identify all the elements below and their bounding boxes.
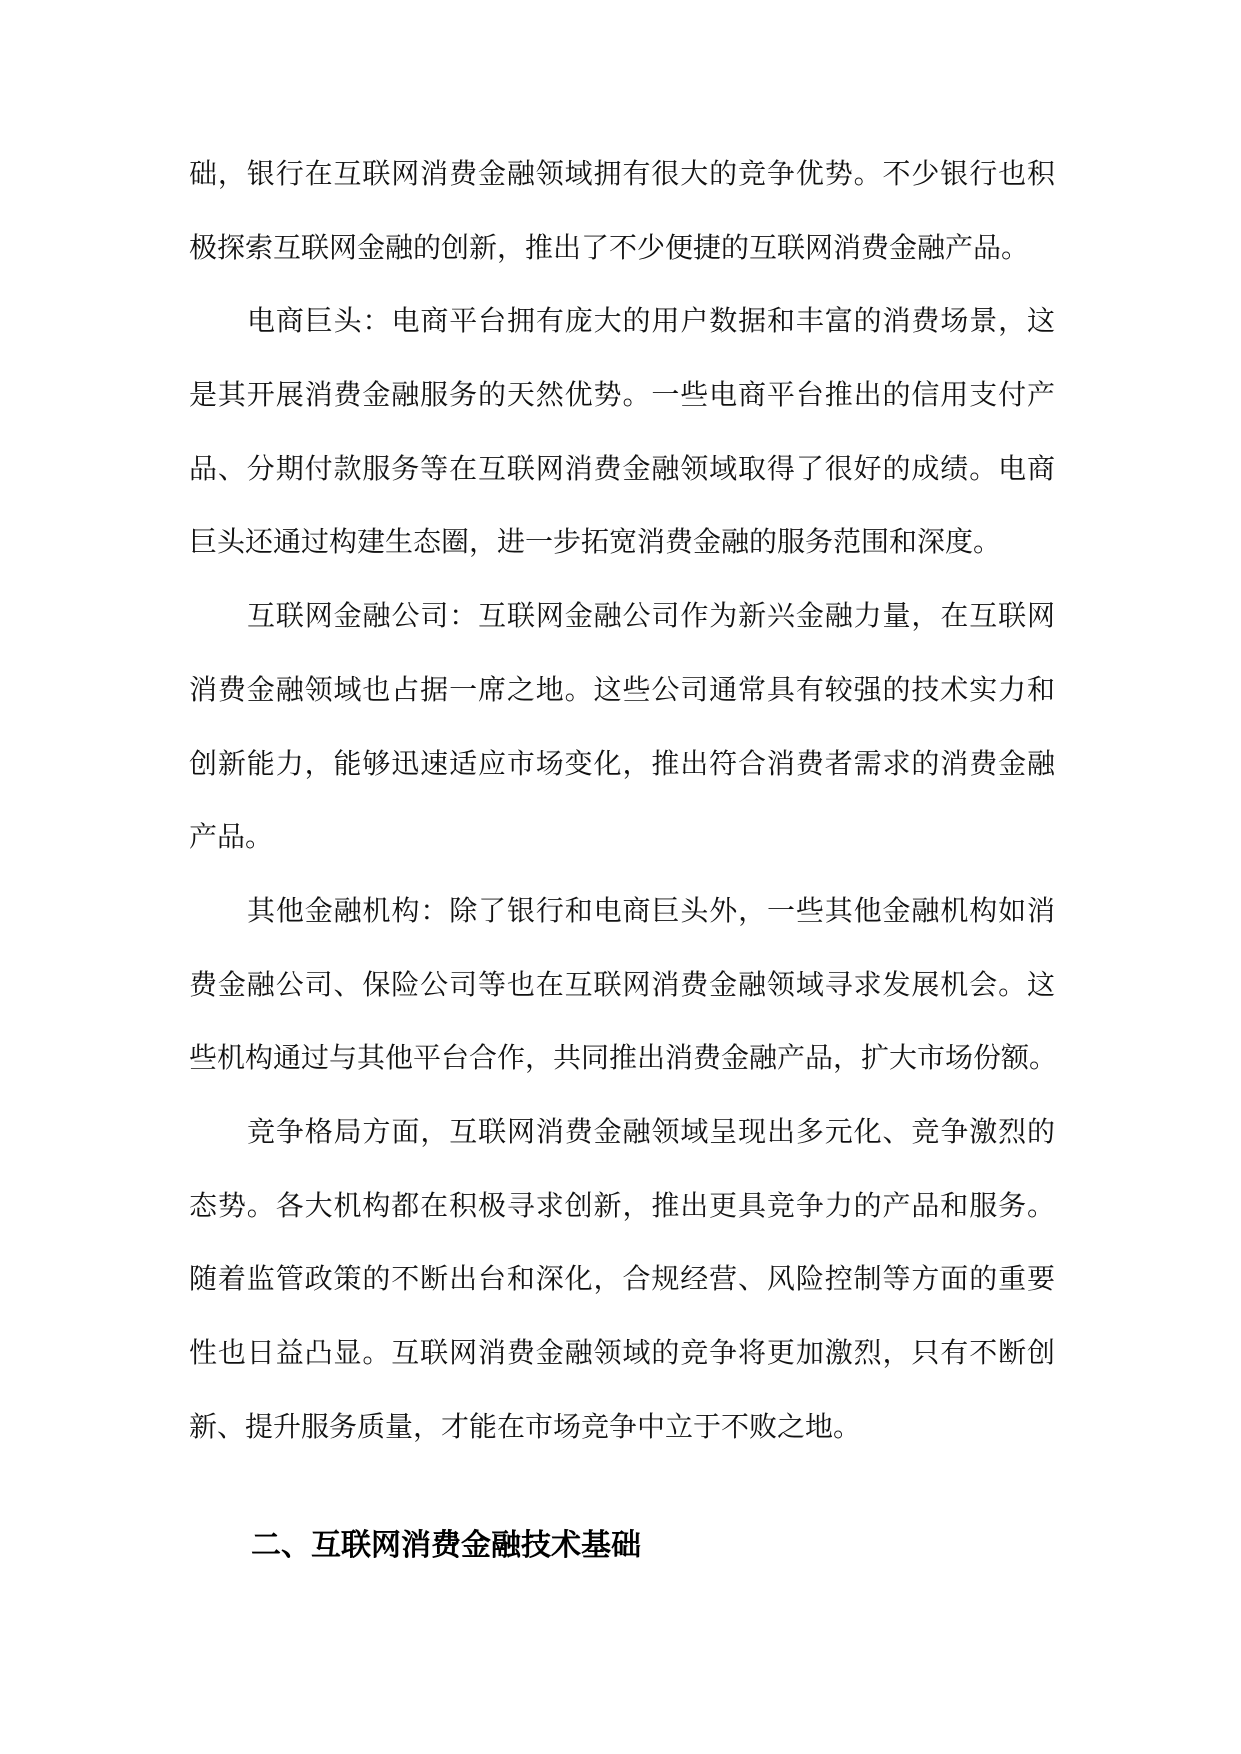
text-line: 性也日益凸显。互联网消费金融领域的竞争将更加激烈，只有不断创	[189, 1336, 1055, 1369]
text-line: 极探索互联网金融的创新，推出了不少便捷的互联网消费金融产品。	[189, 230, 1030, 264]
text-line: 创新能力，能够迅速适应市场变化，推出符合消费者需求的消费金融	[189, 746, 1055, 780]
text-line: 态势。各大机构都在积极寻求创新，推出更具竞争力的产品和服务。	[189, 1188, 1055, 1222]
text-line: 产品。	[189, 820, 274, 854]
text-line: 巨头还通过构建生态圈，进一步拓宽消费金融的服务范围和深度。	[189, 525, 1002, 559]
section-heading: 二、互联网消费金融技术基础	[251, 1528, 641, 1563]
text-line: 消费金融领域也占据一席之地。这些公司通常具有较强的技术实力和	[189, 672, 1055, 706]
text-line: 互联网金融公司：互联网金融公司作为新兴金融力量，在互联网	[247, 599, 1055, 633]
text-line: 些机构通过与其他平台合作，共同推出消费金融产品，扩大市场份额。	[189, 1041, 1058, 1075]
text-line: 竞争格局方面，互联网消费金融领域呈现出多元化、竞争激烈的	[247, 1114, 1055, 1148]
text-line: 是其开展消费金融服务的天然优势。一些电商平台推出的信用支付产	[189, 378, 1055, 412]
text-line: 础，银行在互联网消费金融领域拥有很大的竞争优势。不少银行也积	[189, 157, 1055, 190]
text-line: 品、分期付款服务等在互联网消费金融领域取得了很好的成绩。电商	[189, 451, 1055, 485]
text-line: 新、提升服务质量，才能在市场竞争中立于不败之地。	[189, 1409, 862, 1443]
text-line: 费金融公司、保险公司等也在互联网消费金融领域寻求发展机会。这	[189, 967, 1055, 1001]
text-line: 电商巨头：电商平台拥有庞大的用户数据和丰富的消费场景，这	[247, 304, 1055, 338]
text-line: 随着监管政策的不断出台和深化，合规经营、风险控制等方面的重要	[189, 1262, 1055, 1296]
text-line: 其他金融机构：除了银行和电商巨头外，一些其他金融机构如消	[247, 893, 1055, 927]
body-text	[189, 145, 1058, 1471]
